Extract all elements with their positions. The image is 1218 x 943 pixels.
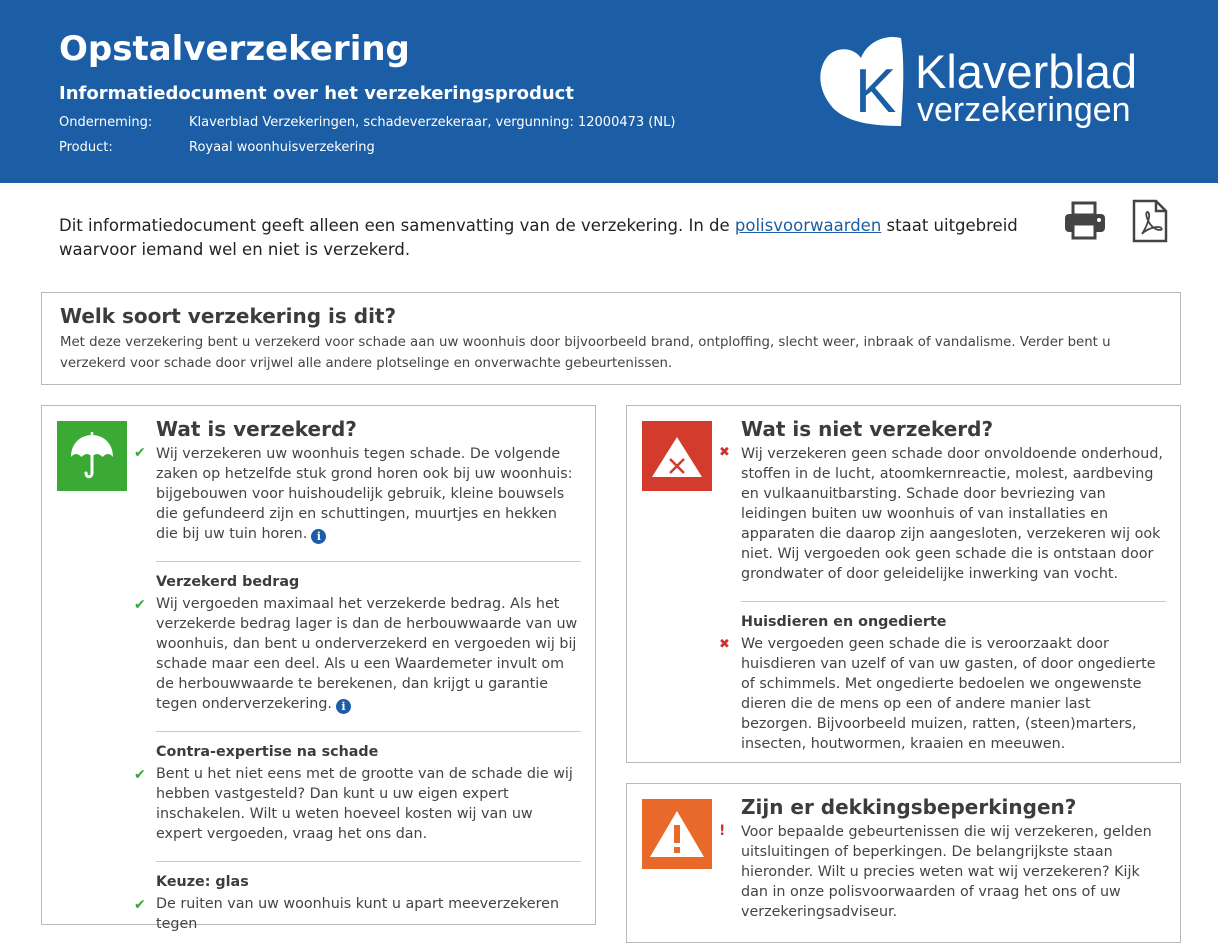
info-icon[interactable]: i (336, 699, 351, 714)
check-icon: ✔ (134, 897, 146, 913)
meta-company-value: Klaverblad Verzekeringen, schadeverzekeraar, vergunning: 12000473 (NL) (189, 115, 676, 130)
not-insured-item: ✖ Wij verzekeren geen schade door onvoldoende onderhoud, stoffen in de lucht, atoomkernreactie, molest, aardbeving en vulkaanuitbarsting. Schade door bevriezing van leidingen buiten uw woonhuis of van installaties en apparaten die daarop zijn aangesloten, verzekeren wij ook niet. Wij vergoeden ook geen schade die is ontstaan door grondwater of door geleidelijke inwerking van vocht. (719, 445, 1163, 582)
meta-product (59, 140, 375, 155)
page-title: Opstalverzekering (59, 29, 410, 69)
meta-product-label: Product: (59, 140, 113, 155)
svg-text:K: K (855, 57, 897, 126)
insured-title: Wat is verzekerd? (156, 417, 357, 441)
page-subtitle: Informatiedocument over het verzekeringsproduct (59, 83, 574, 104)
meta-product-value: Royaal woonhuisverzekering (189, 140, 375, 155)
pdf-icon[interactable] (1130, 198, 1174, 244)
divider (156, 861, 581, 862)
not-insured-title: Wat is niet verzekerd? (741, 417, 994, 441)
not-insured-list (719, 444, 1166, 754)
insured-item: Contra-expertise na schade ✔ Bent u het niet eens met de grootte van de schade die wij hebben vastgesteld? Dan kunt u uw eigen expert inschakelen. Wilt u weten hoeveel kosten wij van uw expert vergoeden, vraag het ons dan. (156, 744, 581, 844)
insurance-type-text: Met deze verzekering bent u verzekerd voor schade aan uw woonhuis door bijvoorbeeld brand, ontploffing, slecht weer, inbraak of vandalisme. Verder bent u verzekerd voor schade door vrijwel alle andere plotselinge en onverwachte gebeurtenissen. (60, 335, 1111, 371)
item-heading: Keuze: glas (156, 874, 249, 890)
clover-leaf-icon (815, 34, 915, 130)
intro-text: Dit informatiedocument geeft alleen een samenvatting van de verzekering. In de polisvoorwaarden staat uitgebreid waarvoor iemand wel en niet is verzekerd. (59, 216, 1018, 259)
logo-wordmark-main: Klaverblad (915, 45, 1138, 98)
warning-exclamation-icon (642, 799, 712, 869)
item-heading: Verzekerd bedrag (156, 574, 300, 590)
meta-company (59, 115, 675, 130)
logo-wordmark-sub: verzekeringen (917, 91, 1131, 129)
insurance-type-title: Welk soort verzekering is dit? (60, 304, 397, 328)
umbrella-icon (57, 421, 127, 491)
item-heading: Contra-expertise na schade (156, 744, 379, 760)
page-header (0, 0, 1218, 183)
coverage-limits-list (719, 822, 1166, 922)
warning-cross-icon (642, 421, 712, 491)
not-insured-box (626, 405, 1181, 763)
polisvoorwaarden-link[interactable]: polisvoorwaarden (734, 216, 882, 235)
print-icon[interactable] (1063, 198, 1107, 244)
divider (156, 731, 581, 732)
coverage-limits-title: Zijn er dekkingsbeperkingen? (741, 795, 1077, 819)
insured-list (134, 444, 581, 934)
insured-item: Keuze: glas ✔ De ruiten van uw woonhuis kunt u apart meeverzekeren tegen (156, 874, 581, 934)
insurance-type-box (41, 292, 1181, 385)
item-heading: Huisdieren en ongedierte (741, 614, 947, 630)
cross-icon: ✖ (719, 445, 730, 460)
meta-company-label: Onderneming: (59, 115, 153, 130)
divider (741, 601, 1166, 602)
exclamation-icon: ! (719, 823, 726, 839)
insured-item: ✔ Wij verzekeren uw woonhuis tegen schade. De volgende zaken op hetzelfde stuk grond horen ook bij uw woonhuis: bijgebouwen voor huishoudelijk gebruik, kleine bouwsels die gefundeerd zijn en schuttingen, muurtjes en hekken die bij uw tuin horen. i (134, 445, 573, 543)
coverage-limits-item: ! Voor bepaalde gebeurtenissen die wij verzekeren, gelden uitsluitingen of beperkingen. De belangrijkste staan hieronder. Wilt u precies weten wat wij verzekeren? Kijk dan in onze polisvoorwaarden of vraag het ons of uw verzekeringsadviseur. (719, 823, 1152, 920)
info-icon[interactable]: i (311, 529, 326, 544)
divider (156, 561, 581, 562)
coverage-limits-box (626, 783, 1181, 943)
not-insured-item: Huisdieren en ongedierte ✖ We vergoeden geen schade die is veroorzaakt door huisdieren van uzelf of van uw gasten, of door ongedierte of schimmels. Met ongedierte bedoelen we ongewenste dieren die de mens op een of andere manier last bezorgen. Bijvoorbeeld muizen, ratten, (steen)marters, insecten, houtwormen, kraaien en meeuwen. (741, 614, 1166, 754)
cross-icon: ✖ (719, 637, 730, 652)
check-icon: ✔ (134, 597, 146, 613)
insured-box (41, 405, 596, 932)
check-icon: ✔ (134, 445, 146, 461)
check-icon: ✔ (134, 767, 146, 783)
klaverblad-logo[interactable] (815, 34, 1165, 134)
insured-item: Verzekerd bedrag ✔ Wij vergoeden maximaal het verzekerde bedrag. Als het verzekerde bedrag lager is dan de herbouwwaarde van uw woonhuis, dan bent u onderverzekerd en vergoeden wij bij schade maar een deel. Als u een Waardemeter invult om de herbouwwaarde te berekenen, dan krijgt u garantie tegen onderverzekering. i (156, 574, 581, 714)
